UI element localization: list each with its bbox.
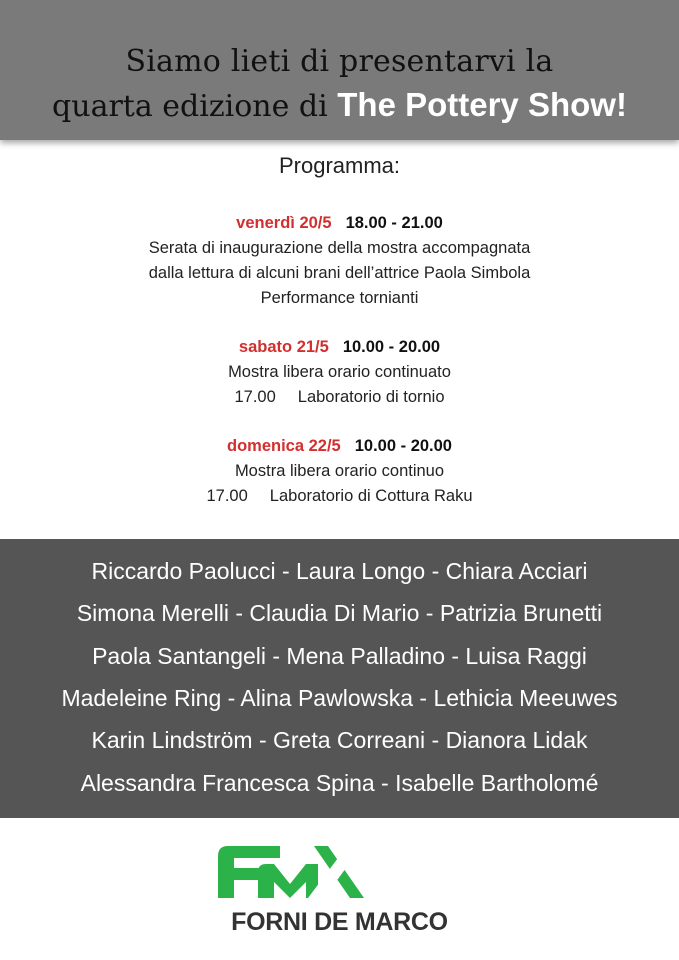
day-label: domenica 22/5 [227, 437, 341, 455]
event-name: The Pottery Show! [337, 86, 627, 123]
artists-line: Simona Merelli - Claudia Di Mario - Patrizia Brunetti [76, 600, 603, 626]
schedule-line: Serata di inaugurazione della mostra accompagnata [148, 239, 531, 257]
schedule-day-3 [0, 434, 679, 509]
schedule-line: Performance tornianti [260, 289, 419, 307]
schedule-event [0, 385, 679, 410]
schedule-day-2 [0, 335, 679, 410]
schedule-day-2-header [0, 335, 679, 360]
event-time: 17.00 [206, 487, 248, 505]
day-time: 10.00 - 20.00 [342, 338, 441, 356]
programma-title: Programma: [278, 153, 401, 178]
header-banner [0, 0, 679, 140]
logo-mark [218, 846, 364, 898]
artists-line: Alessandra Francesca Spina - Isabelle Bartholomé [80, 770, 599, 796]
schedule-day-1-header [0, 211, 679, 236]
day-label: venerdì 20/5 [236, 214, 332, 232]
artists-line: Paola Santangeli - Mena Palladino - Luisa Raggi [92, 643, 587, 669]
header-line-2 [0, 86, 679, 124]
event-label: Laboratorio di tornio [297, 388, 445, 406]
schedule-day-3-header [0, 434, 679, 459]
artists-line: Riccardo Paolucci - Laura Longo - Chiara Acciari [91, 558, 588, 584]
schedule-day-1 [0, 211, 679, 311]
event-time: 17.00 [234, 388, 276, 406]
header-line-2-prefix: quarta edizione di [52, 89, 338, 124]
schedule-line: Mostra libera orario continuato [228, 363, 451, 381]
header-line-1: Siamo lieti di presentarvi la [125, 44, 554, 79]
artists-line: Karin Lindström - Greta Correani - Dianora Lidak [91, 727, 588, 753]
artists-panel [0, 539, 679, 818]
sponsor-name: FORNI DE MARCO [231, 908, 448, 936]
day-label: sabato 21/5 [238, 338, 329, 356]
day-time: 10.00 - 20.00 [354, 437, 452, 455]
event-label: Laboratorio di Cottura Raku [269, 487, 473, 505]
day-time: 18.00 - 21.00 [345, 214, 443, 232]
schedule-line: Mostra libera orario continuo [234, 462, 445, 480]
schedule-line: dalla lettura di alcuni brani dell’attrice Paola Simbola [148, 264, 531, 282]
schedule-event [0, 484, 679, 509]
artists-line: Madeleine Ring - Alina Pawlowska - Lethicia Meeuwes [61, 685, 618, 711]
